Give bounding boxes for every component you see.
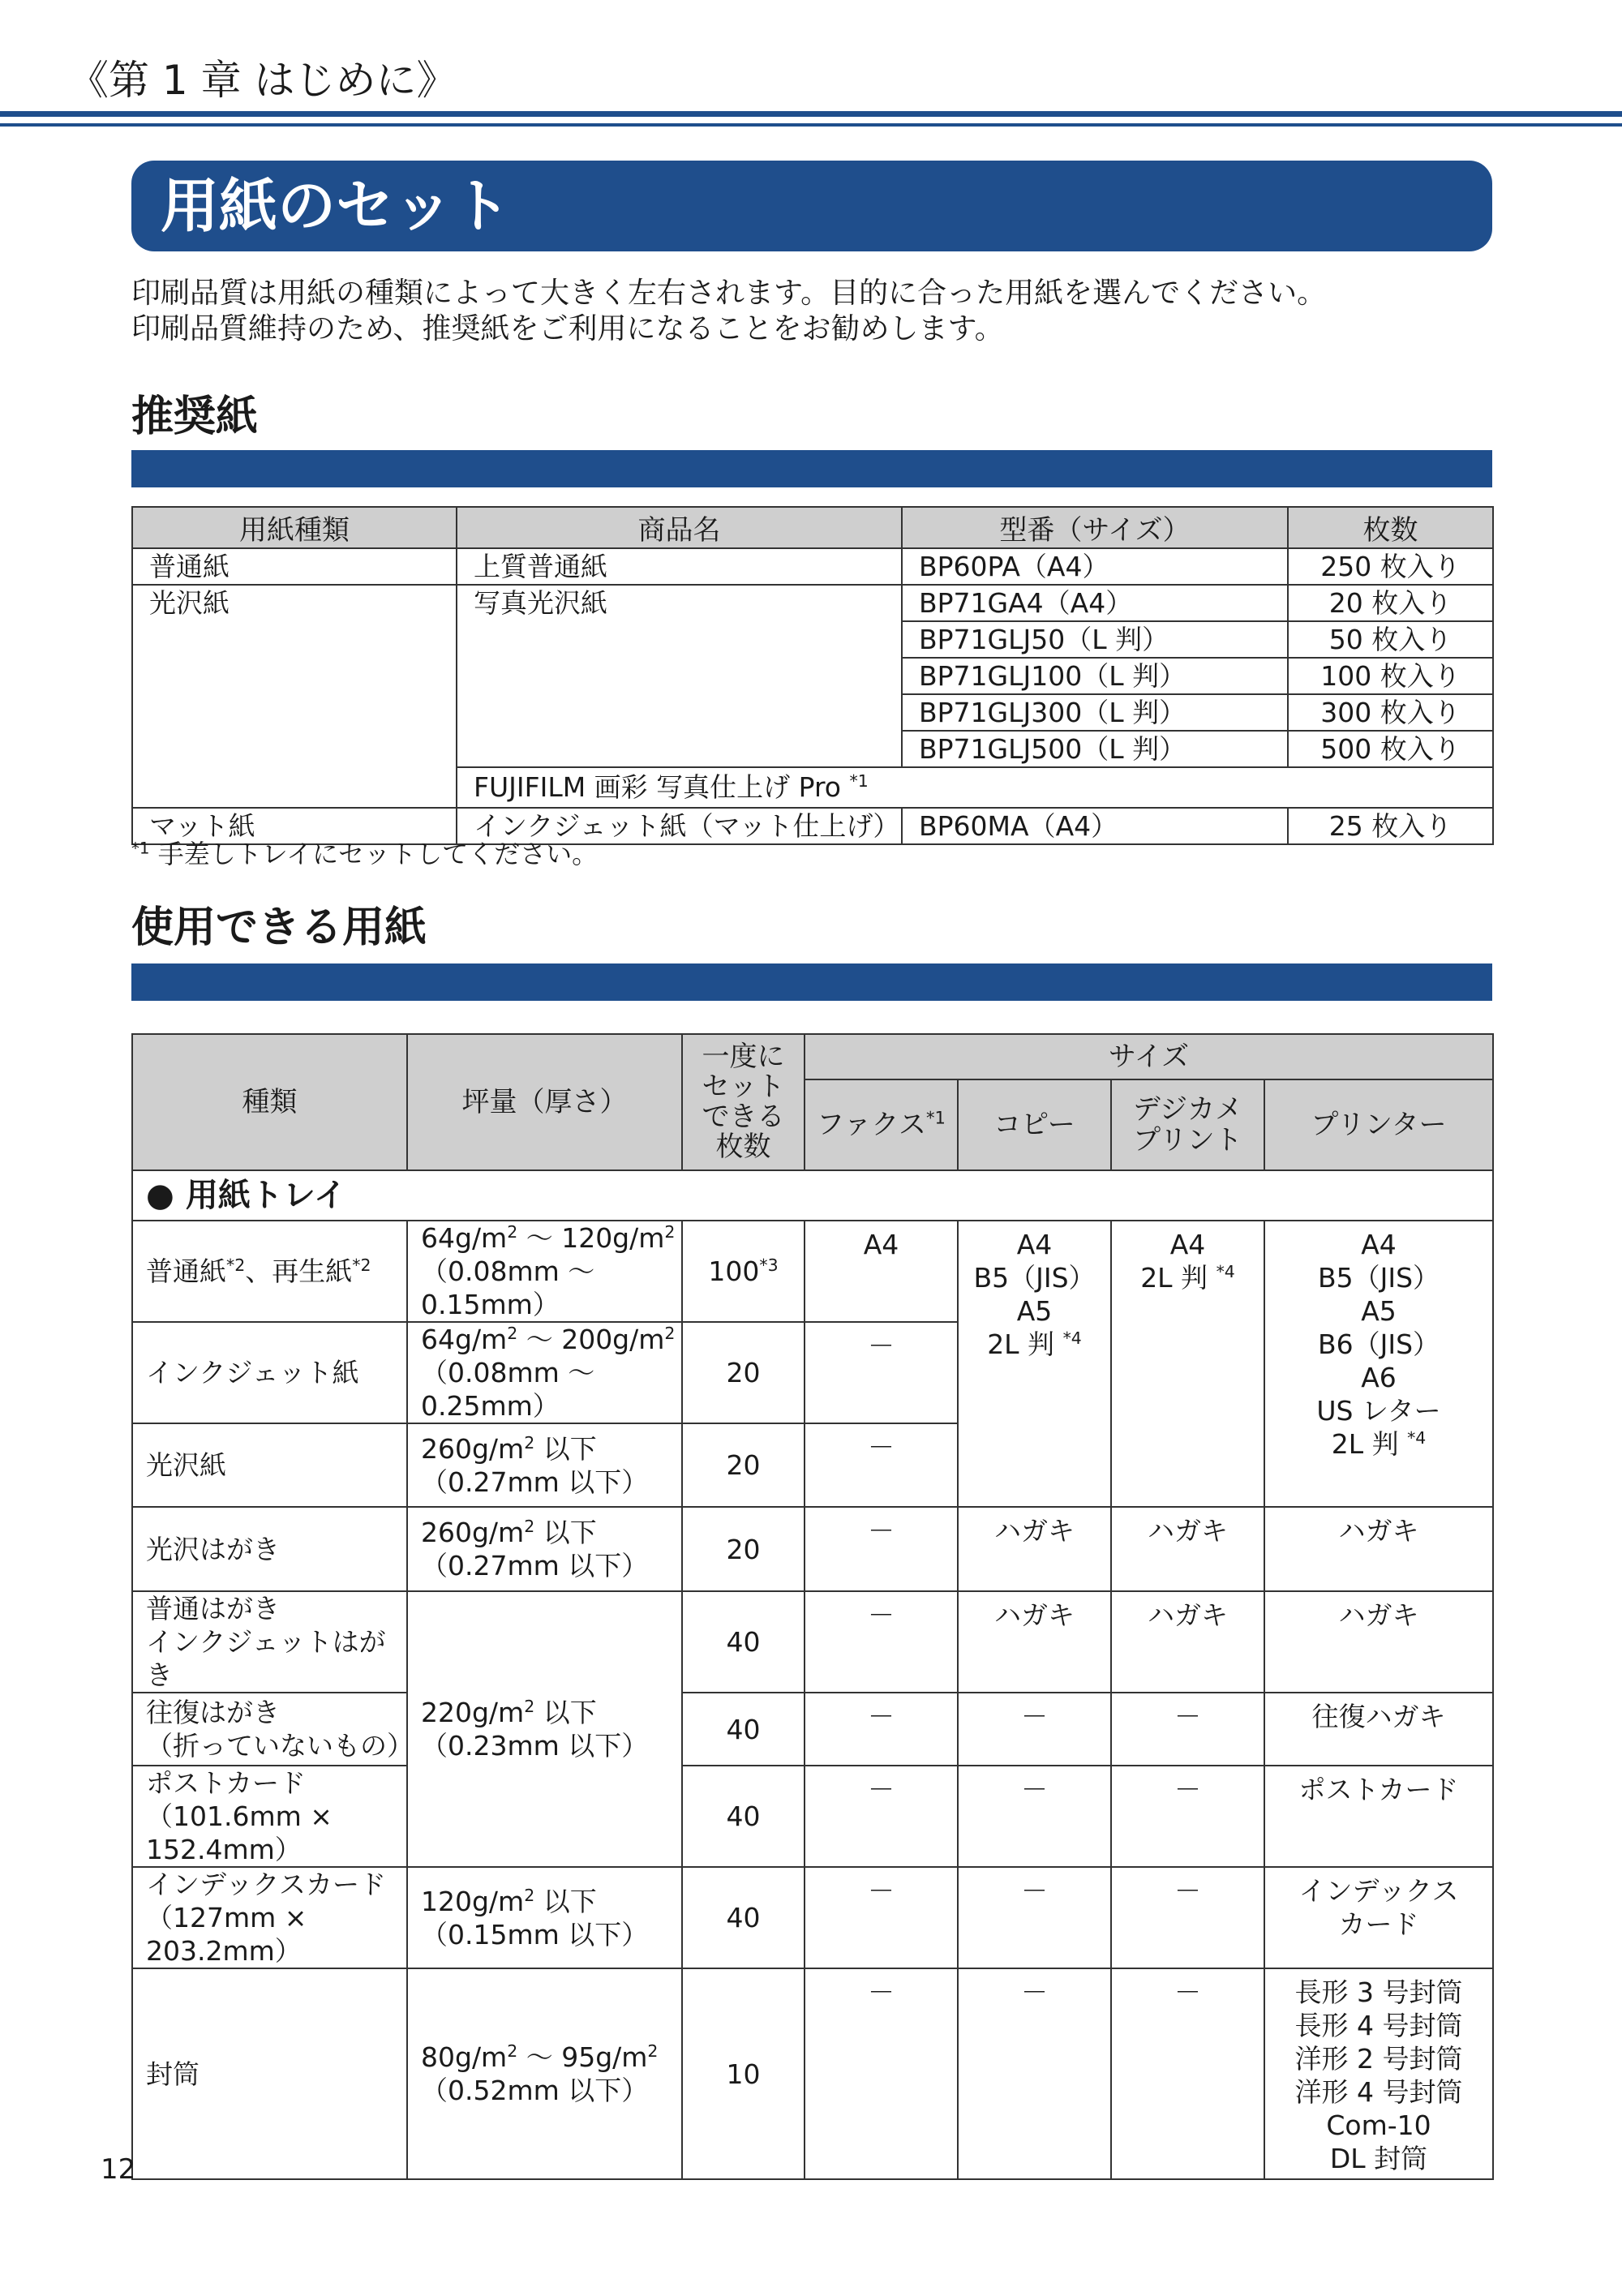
cell-model: BP71GLJ100（L 判） [902, 658, 1288, 694]
usable-title: 使用できる用紙 [131, 903, 427, 952]
table-header-row [132, 507, 1493, 548]
table-row [132, 1221, 1493, 1322]
table-row [132, 1507, 1493, 1591]
cell-capacity: 40 [682, 1591, 805, 1693]
section-bar [131, 450, 1492, 487]
cell-type: インデックスカード （127mm × 203.2mm） [132, 1867, 407, 1968]
header-fax: ファクス$^{*1}$ [805, 1079, 958, 1170]
cell-fax: － [805, 1867, 958, 1968]
cell-weight: $64g/m^2$ ～ $120g/m^2$ （0.08mm ～ 0.15mm） [407, 1221, 682, 1322]
cell-copy: － [958, 1968, 1111, 2179]
page-number: 12 [101, 2153, 136, 2186]
cell-camera: ハガキ [1111, 1591, 1264, 1693]
cell-weight: $64g/m^2$ ～ $200g/m^2$ （0.08mm ～ 0.25mm） [407, 1322, 682, 1423]
header-count: 枚数 [1288, 507, 1493, 548]
footnote: $^{*1}$ 手差しトレイにセットしてください。 [131, 839, 599, 869]
cell-capacity: 20 [682, 1423, 805, 1507]
cell-weight: $260g/m^2$ 以下 （0.27mm 以下） [407, 1507, 682, 1591]
cell-count: 50 枚入り [1288, 621, 1493, 658]
cell-product: 写真光沢紙 [457, 585, 902, 621]
header-capacity: 一度に セット できる 枚数 [682, 1034, 805, 1170]
cell-copy: A4 B5（JIS） A5 2L 判 $^{*4}$ [958, 1221, 1111, 1507]
cell-type: インクジェット紙 [132, 1322, 407, 1423]
cell-type: ポストカード （101.6mm × 152.4mm） [132, 1766, 407, 1867]
cell-weight: $120g/m^2$ 以下 （0.15mm 以下） [407, 1867, 682, 1968]
cell-product-wide: FUJIFILM 画彩 写真仕上げ Pro $^{*1}$ [457, 767, 1493, 808]
header-copy: コピー [958, 1079, 1111, 1170]
table-row [132, 585, 1493, 621]
cell-fax: － [805, 1507, 958, 1591]
table-row [132, 1766, 1493, 1867]
table-row [132, 1693, 1493, 1766]
cell-type: 光沢紙 [132, 585, 457, 621]
recommended-title: 推奨紙 [131, 393, 259, 441]
cell-count: 100 枚入り [1288, 658, 1493, 694]
cell-type: 光沢はがき [132, 1507, 407, 1591]
cell-capacity: 40 [682, 1766, 805, 1867]
section-bar [131, 963, 1492, 1001]
cell-type: 普通紙 [132, 548, 457, 585]
cell-model: BP60MA（A4） [902, 808, 1288, 844]
cell-printer: 往復ハガキ [1264, 1693, 1493, 1766]
cell-fax: － [805, 1766, 958, 1867]
header-camera: デジカメ プリント [1111, 1079, 1264, 1170]
cell-product: インクジェット紙（マット仕上げ） [457, 808, 902, 844]
cell-printer: ハガキ [1264, 1507, 1493, 1591]
intro-line-2: 印刷品質維持のため、推奨紙をご利用になることをお勧めします。 [131, 312, 1004, 345]
cell-model: BP71GLJ50（L 判） [902, 621, 1288, 658]
cell-fax: － [805, 1693, 958, 1766]
cell-capacity: 10 [682, 1968, 805, 2179]
cell-type: 光沢紙 [132, 1423, 407, 1507]
cell-printer: ハガキ [1264, 1591, 1493, 1693]
usable-paper-table [131, 1033, 1494, 2180]
cell-camera: － [1111, 1693, 1264, 1766]
cell-fax: A4 [805, 1221, 958, 1322]
cell-type: 普通紙$^{*2}$、再生紙$^{*2}$ [132, 1221, 407, 1322]
cell-fax: － [805, 1322, 958, 1423]
cell-capacity: 20 [682, 1507, 805, 1591]
chapter-heading: 《第 1 章 はじめに》 [68, 57, 457, 104]
cell-copy: － [958, 1867, 1111, 1968]
page-title: 用紙のセット [161, 172, 512, 240]
cell-copy: － [958, 1693, 1111, 1766]
header-weight: 坪量（厚さ） [407, 1034, 682, 1170]
cell-product: 上質普通紙 [457, 548, 902, 585]
table-row [132, 1968, 1493, 2179]
cell-fax: － [805, 1423, 958, 1507]
cell-fax: － [805, 1968, 958, 2179]
cell-model: BP71GA4（A4） [902, 585, 1288, 621]
header-printer: プリンター [1264, 1079, 1493, 1170]
table-row [132, 1591, 1493, 1693]
table-row [132, 658, 1493, 694]
cell-capacity: 100$^{*3}$ [682, 1221, 805, 1322]
cell-type: 普通はがき インクジェットはがき [132, 1591, 407, 1693]
cell-count: 500 枚入り [1288, 731, 1493, 767]
table-row [132, 548, 1493, 585]
cell-weight: $80g/m^2$ ～ $95g/m^2$ （0.52mm 以下） [407, 1968, 682, 2179]
header-rule-thin [0, 123, 1622, 127]
section-row-tray: ● 用紙トレイ [132, 1170, 1493, 1221]
cell-camera: － [1111, 1766, 1264, 1867]
cell-model: BP71GLJ300（L 判） [902, 694, 1288, 731]
table-row [132, 694, 1493, 731]
cell-model: BP71GLJ500（L 判） [902, 731, 1288, 767]
footnote-ref: *1 [849, 771, 869, 791]
cell-count: 300 枚入り [1288, 694, 1493, 731]
cell-count: 25 枚入り [1288, 808, 1493, 844]
table-row [132, 621, 1493, 658]
header-paper-type: 用紙種類 [132, 507, 457, 548]
header-size: サイズ [805, 1034, 1493, 1079]
header-product: 商品名 [457, 507, 902, 548]
cell-printer: インデックス カード [1264, 1867, 1493, 1968]
cell-printer: A4 B5（JIS） A5 B6（JIS） A6 US レター 2L 判 $^{*4}$ [1264, 1221, 1493, 1507]
cell-copy: － [958, 1766, 1111, 1867]
cell-capacity: 40 [682, 1693, 805, 1766]
cell-count: 250 枚入り [1288, 548, 1493, 585]
table-row [132, 731, 1493, 767]
cell-capacity: 20 [682, 1322, 805, 1423]
header-rule [0, 111, 1622, 117]
table-row [132, 767, 1493, 808]
cell-copy: ハガキ [958, 1591, 1111, 1693]
recommended-table [131, 506, 1494, 845]
cell-camera: － [1111, 1968, 1264, 2179]
cell-count: 20 枚入り [1288, 585, 1493, 621]
cell-type: マット紙 [132, 808, 457, 844]
header-type: 種類 [132, 1034, 407, 1170]
cell-camera: ハガキ [1111, 1507, 1264, 1591]
header-model: 型番（サイズ） [902, 507, 1288, 548]
cell-weight: $260g/m^2$ 以下 （0.27mm 以下） [407, 1423, 682, 1507]
cell-weight: $220g/m^2$ 以下 （0.23mm 以下） [407, 1591, 682, 1867]
cell-fax: － [805, 1591, 958, 1693]
table-row [132, 1867, 1493, 1968]
cell-capacity: 40 [682, 1867, 805, 1968]
cell-model: BP60PA（A4） [902, 548, 1288, 585]
cell-type: 封筒 [132, 1968, 407, 2179]
cell-printer: 長形 3 号封筒 長形 4 号封筒 洋形 2 号封筒 洋形 4 号封筒 Com-10 DL 封筒 [1264, 1968, 1493, 2179]
cell-camera: A4 2L 判 $^{*4}$ [1111, 1221, 1264, 1507]
intro-line-1: 印刷品質は用紙の種類によって大きく左右されます。目的に合った用紙を選んでください。 [131, 277, 1327, 310]
cell-type: 往復はがき （折っていないもの） [132, 1693, 407, 1766]
cell-printer: ポストカード [1264, 1766, 1493, 1867]
cell-copy: ハガキ [958, 1507, 1111, 1591]
cell-camera: － [1111, 1867, 1264, 1968]
